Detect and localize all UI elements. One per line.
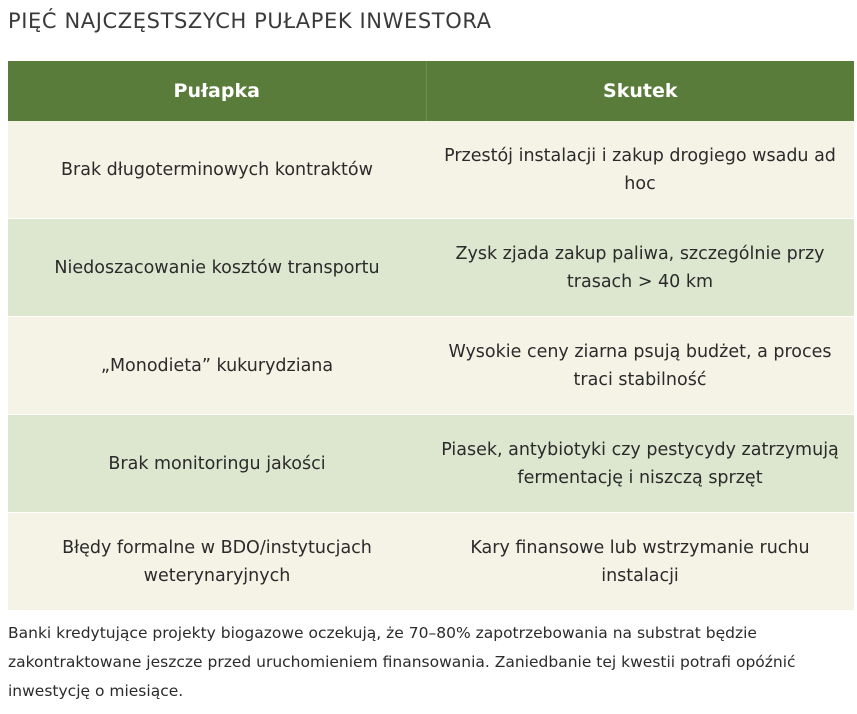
pitfall-cell: Błędy formalne w BDO/instytucjach weterynaryjnych bbox=[8, 513, 426, 611]
table-row bbox=[8, 317, 854, 415]
pitfalls-table bbox=[8, 61, 854, 611]
effect-cell: Kary finansowe lub wstrzymanie ruchu instalacji bbox=[426, 513, 854, 611]
pitfall-cell: „Monodieta” kukurydziana bbox=[8, 317, 426, 415]
table-row bbox=[8, 219, 854, 317]
table-row bbox=[8, 513, 854, 611]
table-row bbox=[8, 121, 854, 219]
pitfall-cell: Brak długoterminowych kontraktów bbox=[8, 121, 426, 219]
column-header-effect: Skutek bbox=[426, 61, 854, 121]
effect-cell: Wysokie ceny ziarna psują budżet, a proces traci stabilność bbox=[426, 317, 854, 415]
page-title: PIĘĆ NAJCZĘSTSZYCH PUŁAPEK INWESTORA bbox=[8, 9, 492, 33]
effect-cell: Piasek, antybiotyki czy pestycydy zatrzymują fermentację i niszczą sprzęt bbox=[426, 415, 854, 513]
effect-cell: Zysk zjada zakup paliwa, szczególnie przy trasach > 40 km bbox=[426, 219, 854, 317]
column-header-pitfall: Pułapka bbox=[8, 61, 426, 121]
footer-note: Banki kredytujące projekty biogazowe oczekują, że 70–80% zapotrzebowania na substrat będzie zakontraktowane jeszcze przed uruchomieniem finansowania. Zaniedbanie tej kwestii potrafi opóźnić inwestycję o miesiące. bbox=[8, 624, 796, 700]
effect-cell: Przestój instalacji i zakup drogiego wsadu ad hoc bbox=[426, 121, 854, 219]
table-header-row bbox=[8, 61, 854, 121]
pitfall-cell: Niedoszacowanie kosztów transportu bbox=[8, 219, 426, 317]
pitfall-cell: Brak monitoringu jakości bbox=[8, 415, 426, 513]
table-row bbox=[8, 415, 854, 513]
